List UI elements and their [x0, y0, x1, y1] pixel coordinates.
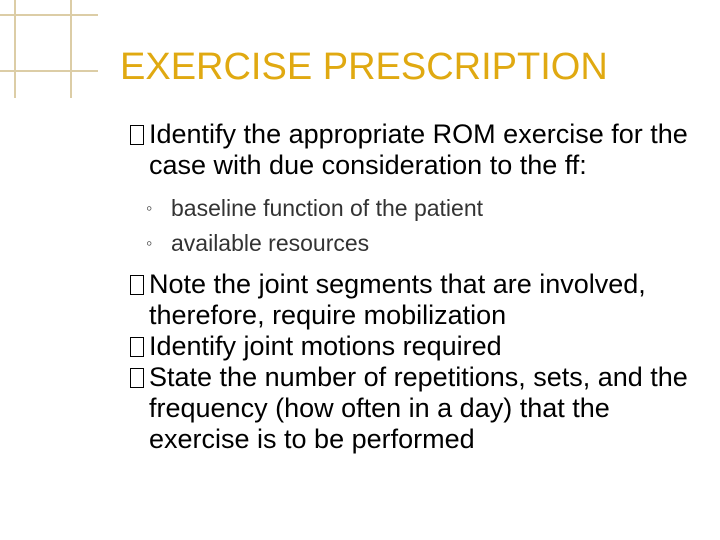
- decorative-frame-line: [0, 14, 98, 16]
- bullet-list: [130, 119, 705, 455]
- bullet-marker-icon: [130, 337, 144, 357]
- slide-title: EXERCISE PRESCRIPTION: [120, 46, 608, 88]
- bullet-text: Identify the appropriate ROM exercise for the case with due consideration to the ff:: [149, 119, 688, 180]
- bullet-item: [130, 119, 705, 181]
- circle-bullet-icon: ◦: [146, 233, 153, 253]
- bullet-marker-icon: [130, 368, 144, 388]
- sub-bullet-item: [130, 226, 705, 261]
- bullet-text: Identify joint motions required: [149, 331, 502, 361]
- circle-bullet-icon: ◦: [146, 198, 153, 218]
- bullet-marker-icon: [130, 275, 144, 295]
- sub-bullet-text: baseline function of the patient: [171, 195, 484, 221]
- bullet-item: [130, 269, 705, 331]
- bullet-item: [130, 362, 705, 455]
- bullet-item: [130, 331, 705, 362]
- decorative-frame-line: [0, 70, 98, 72]
- sub-bullet-text: available resources: [171, 230, 370, 256]
- bullet-text: State the number of repetitions, sets, and the frequency (how often in a day) that the exercise is to be performed: [149, 362, 688, 454]
- bullet-text: Note the joint segments that are involved, therefore, require mobilization: [149, 269, 646, 330]
- sub-bullet-list: [130, 191, 705, 261]
- sub-bullet-item: [130, 191, 705, 226]
- bullet-marker-icon: [130, 125, 144, 145]
